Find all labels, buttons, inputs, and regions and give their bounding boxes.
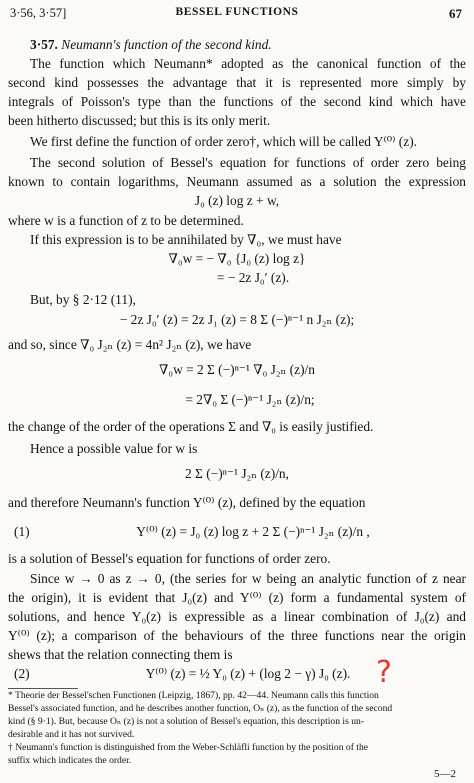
paragraph-line: and so, since ∇₀ J₂ₙ (z) = 4n² J₂ₙ (z), we have bbox=[8, 337, 252, 352]
page-number: 67 bbox=[449, 6, 462, 21]
running-header bbox=[10, 6, 464, 22]
paragraph-line: Hence a possible value for w is bbox=[30, 441, 198, 456]
signature-mark: 5—2 bbox=[434, 768, 456, 780]
footnote-line: kind (§ 9·1). But, because Oₙ (z) is not a solution of Bessel's equation, this description is un- bbox=[8, 716, 364, 727]
footnote-line: desirable and it has not survived. bbox=[8, 729, 135, 740]
paragraph-line: is a solution of Bessel's equation for functions of order zero. bbox=[8, 551, 331, 566]
section-number: 3·57. bbox=[30, 37, 58, 52]
paragraph-line: second kind possesses the advantage that it is represented more simply by bbox=[8, 75, 466, 90]
paragraph-line: been hitherto discussed; but this is its only merit. bbox=[8, 113, 271, 128]
equation-possible-w: 2 Σ (−)ⁿ⁻¹ J₂ₙ (z)/n, bbox=[185, 466, 289, 481]
equation-neumann-definition: Y⁽⁰⁾ (z) = J₀ (z) log z + 2 Σ (−)ⁿ⁻¹ J₂ₙ (z)/n , bbox=[136, 524, 370, 539]
paragraph-line: the origin), it is evident that J₀(z) and Y⁽⁰⁾ (z) form a fundamental system of bbox=[8, 590, 466, 605]
paragraph-line: solutions, and hence Y₀(z) is expressible as a linear combination of J₀(z) and bbox=[8, 609, 466, 624]
footnote-line: suffix which indicates the order. bbox=[8, 755, 132, 766]
equation-annihilation-a: ∇₀w = − ∇₀ {J₀ (z) log z} bbox=[168, 251, 306, 266]
header-title: BESSEL FUNCTIONS bbox=[175, 6, 299, 18]
paragraph-line: Y⁽⁰⁾ (z); a comparison of the behaviours of the three functions near the origin bbox=[8, 628, 466, 643]
equation-operator-a: ∇₀w = 2 Σ (−)ⁿ⁻¹ ∇₀ J₂ₙ (z)/n bbox=[159, 362, 315, 377]
paragraph-line: known to contain logarithms, Neumann assumed as a solution the expression bbox=[8, 174, 466, 189]
paragraph-line: Since w → 0 as z → 0, (the series for w being an analytic function of z near bbox=[30, 571, 466, 586]
paragraph-line: shews that the relation connecting them is bbox=[8, 647, 233, 662]
equation-annihilation-b: = − 2z J₀′ (z). bbox=[216, 270, 290, 285]
equation-number: (2) bbox=[14, 666, 30, 681]
paragraph-line: If this expression is to be annihilated by ∇₀, we must have bbox=[30, 232, 342, 247]
paragraph-line: the change of the order of the operations Σ and ∇₀ is easily justified. bbox=[8, 419, 374, 434]
equation-operator-b: = 2∇₀ Σ (−)ⁿ⁻¹ J₂ₙ (z)/n; bbox=[185, 392, 315, 407]
equation-number: (1) bbox=[14, 524, 30, 539]
footnote-line: Bessel's associated function, and he describes another function, Oₙ (z), as the function of the second bbox=[8, 703, 393, 714]
paragraph-line: and therefore Neumann's function Y⁽⁰⁾ (z), defined by the equation bbox=[8, 495, 366, 510]
paragraph-line: We first define the function of order zero†, which will be called Y⁽⁰⁾ (z). bbox=[30, 134, 418, 149]
equation-expression: J₀ (z) log z + w, bbox=[194, 193, 280, 208]
paragraph-line: where w is a function of z to be determined. bbox=[8, 213, 244, 228]
section-heading bbox=[30, 36, 466, 54]
footnote-line: * Theorie der Bessel'schen Functionen (Leipzig, 1867), pp. 42—44. Neumann calls this function bbox=[8, 690, 379, 701]
footnote-rule bbox=[8, 688, 78, 689]
equation-derivative: − 2z J₀′ (z) = 2z J₁ (z) = 8 Σ (−)ⁿ⁻¹ n J₂ₙ (z); bbox=[119, 312, 355, 327]
paragraph-line: But, by § 2·12 (11), bbox=[30, 292, 136, 307]
handwritten-question-mark: ? bbox=[376, 655, 392, 690]
paragraph-line: The function which Neumann* adopted as the canonical function of the bbox=[30, 56, 466, 71]
paragraph-line: The second solution of Bessel's equation for functions of order zero being bbox=[30, 155, 466, 170]
header-section-range: 3·56, 3·57] bbox=[10, 6, 67, 20]
footnote-line: † Neumann's function is distinguished from the Weber-Schläfli function by the position of the bbox=[8, 742, 369, 753]
equation-relation: Y⁽⁰⁾ (z) = ½ Y₀ (z) + (log 2 − γ) J₀ (z). bbox=[145, 666, 351, 681]
paragraph-line: integrals of Poisson's type than the functions of the second kind which have bbox=[8, 94, 466, 109]
section-title: Neumann's function of the second kind. bbox=[61, 37, 272, 52]
